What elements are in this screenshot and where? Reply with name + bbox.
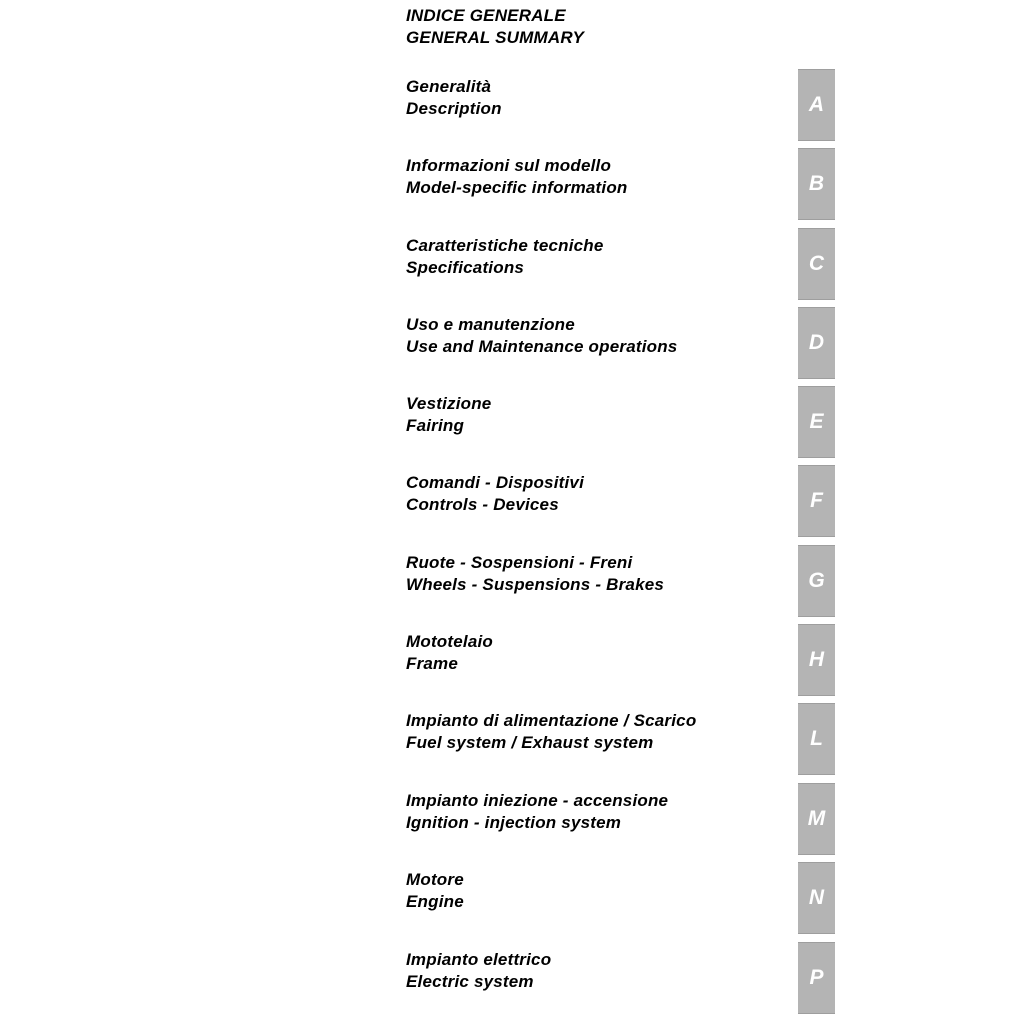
section-tab-letter: D bbox=[808, 331, 825, 354]
section-entry-g[interactable] bbox=[406, 545, 836, 619]
section-entry-e[interactable] bbox=[406, 386, 836, 460]
section-entry-a[interactable] bbox=[406, 69, 836, 143]
section-entry-b[interactable] bbox=[406, 148, 836, 222]
section-tab-n[interactable] bbox=[798, 862, 835, 934]
section-entry-f[interactable] bbox=[406, 465, 836, 539]
section-title-english: Specifications bbox=[406, 258, 525, 277]
section-title-english: Fairing bbox=[406, 416, 465, 435]
section-tab-f[interactable] bbox=[798, 465, 835, 537]
section-entry-n[interactable] bbox=[406, 862, 836, 936]
section-title-italian: Mototelaio bbox=[406, 632, 493, 651]
section-tab-m[interactable] bbox=[798, 783, 835, 855]
section-tab-letter: M bbox=[807, 807, 826, 830]
section-entry-d[interactable] bbox=[406, 307, 836, 381]
section-tab-b[interactable] bbox=[798, 148, 835, 220]
section-title-italian: Impianto di alimentazione / Scarico bbox=[406, 711, 697, 730]
section-title-english: Use and Maintenance operations bbox=[406, 337, 678, 356]
section-title-english: Ignition - injection system bbox=[406, 813, 622, 832]
section-labels bbox=[406, 710, 696, 754]
section-tab-e[interactable] bbox=[798, 386, 835, 458]
section-tab-d[interactable] bbox=[798, 307, 835, 379]
section-title-italian: Comandi - Dispositivi bbox=[406, 473, 584, 492]
section-labels bbox=[406, 235, 604, 279]
section-entry-c[interactable] bbox=[406, 228, 836, 302]
section-title-english: Frame bbox=[406, 654, 459, 673]
section-title-italian: Generalità bbox=[406, 77, 492, 96]
section-labels bbox=[406, 76, 502, 120]
section-tab-letter: E bbox=[809, 410, 824, 433]
section-title-english: Wheels - Suspensions - Brakes bbox=[406, 575, 665, 594]
section-tab-letter: L bbox=[810, 727, 823, 750]
section-tab-letter: A bbox=[808, 93, 825, 116]
section-tab-letter: G bbox=[808, 569, 825, 592]
section-title-italian: Uso e manutenzione bbox=[406, 315, 575, 334]
section-labels bbox=[406, 393, 491, 437]
section-title-english: Fuel system / Exhaust system bbox=[406, 733, 654, 752]
heading-italian: INDICE GENERALE bbox=[406, 6, 566, 25]
section-entry-p[interactable] bbox=[406, 942, 836, 1016]
section-labels bbox=[406, 155, 628, 199]
section-tab-l[interactable] bbox=[798, 703, 835, 775]
section-tab-g[interactable] bbox=[798, 545, 835, 617]
section-labels bbox=[406, 790, 668, 834]
section-tab-letter: C bbox=[808, 252, 825, 275]
section-title-english: Electric system bbox=[406, 972, 534, 991]
section-tab-letter: F bbox=[810, 489, 823, 512]
section-tab-letter: N bbox=[808, 886, 825, 909]
section-title-english: Engine bbox=[406, 892, 464, 911]
section-title-italian: Vestizione bbox=[406, 394, 492, 413]
heading-english: GENERAL SUMMARY bbox=[406, 28, 585, 47]
section-labels bbox=[406, 949, 551, 993]
section-title-italian: Ruote - Sospensioni - Freni bbox=[406, 553, 633, 572]
section-labels bbox=[406, 631, 493, 675]
section-tab-letter: P bbox=[809, 966, 824, 989]
section-entry-h[interactable] bbox=[406, 624, 836, 698]
section-title-english: Model-specific information bbox=[406, 178, 628, 197]
section-tab-letter: B bbox=[808, 172, 825, 195]
section-labels bbox=[406, 314, 677, 358]
section-title-italian: Caratteristiche tecniche bbox=[406, 236, 604, 255]
section-tab-c[interactable] bbox=[798, 228, 835, 300]
section-labels bbox=[406, 869, 464, 913]
section-title-italian: Impianto iniezione - accensione bbox=[406, 791, 669, 810]
section-tab-a[interactable] bbox=[798, 69, 835, 141]
section-title-italian: Impianto elettrico bbox=[406, 950, 552, 969]
section-tab-h[interactable] bbox=[798, 624, 835, 696]
section-tab-letter: H bbox=[808, 648, 825, 671]
section-tab-p[interactable] bbox=[798, 942, 835, 1014]
section-entry-l[interactable] bbox=[406, 703, 836, 777]
section-title-italian: Informazioni sul modello bbox=[406, 156, 612, 175]
section-title-italian: Motore bbox=[406, 870, 464, 889]
section-title-english: Controls - Devices bbox=[406, 495, 559, 514]
section-labels bbox=[406, 552, 664, 596]
section-labels bbox=[406, 472, 584, 516]
section-title-english: Description bbox=[406, 99, 502, 118]
section-entry-m[interactable] bbox=[406, 783, 836, 857]
